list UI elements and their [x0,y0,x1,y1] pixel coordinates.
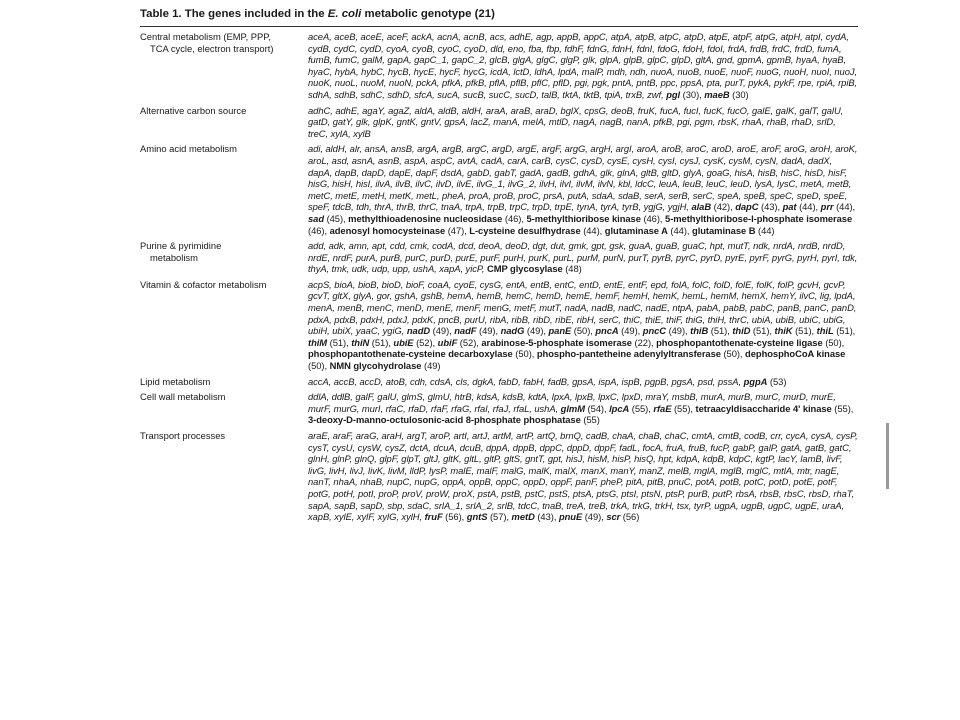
gene-list-text: accA, accB, accD, atoB, cdh, cdsA, cls, dgkA, fabD, fabH, fadB, gpsA, ispA, ispB, pgpB, pgsA, psd, pssA, [308,375,744,387]
gene-addition: sad [308,212,325,224]
gene-addition: ubiF [437,336,458,348]
reference-number: (49), [618,325,643,337]
reference-number: (30), [680,88,705,100]
table-row [140,279,858,372]
table-row [140,391,858,426]
reference-number: (44), [667,224,693,236]
reference-number: (55), [831,402,854,414]
title-prefix: Table 1. The genes included in the [140,8,328,20]
gene-list-text: araE, araF, araG, araH, argT, aroP, artI, artJ, artM, artP, artQ, brnQ, cadB, chaA, chaB, chaC, cmtA, cmtB, codB, crr, cycA, cysA, cysP, cysT, cysU, cysW, cysZ, dctA, dcuA, dcuB, dppA, dppB, dppC, dppD, dppF, fadL, focA, fruA, fruB, fucP, gabP, galP, gatA, gatB, gatC, glnH, glnP, glnQ, glpF, glpT, gltJ, gltK, gltL, gltP, gltS, gntT, gpt, hisJ, hisM, hisP, hisQ, hpt, kdpA, kdpB, kdpC, kgtP, lacY, lamB, livF, livG, livH, livJ, livK, livM, lldP, lysP, malE, malF, malG, malK, malX, manX, manY, manZ, melB, mglA, mglB, mglC, mtlA, mtr, nagE, nanT, nhaA, nhaB, nupC, nupG, oppA, oppB, oppC, oppD, oppF, panF, pheP, pitA, pitB, pnuC, potA, potB, potC, potD, potE, potF, potG, potH, potI, proP, proV, proW, proX, pstA, pstB, pstC, pstS, ptsA, ptsG, ptsI, ptsN, ptsP, purB, putP, rbsA, rbsB, rbsC, rbsD, rhaT, sapA, sapB, sapD, sbp, sdaC, srlA_1, srlA_2, srlB, tdcC, tnaB, treA, treB, trkA, trkG, trkH, tsx, tyrP, ugpA, ugpB, ugpC, ugpE, uraA, xapB, xylE, xylF, xylG, xylH, [308,430,858,523]
reference-number: (55), [629,402,654,414]
gene-list-text: adhC, adhE, agaY, agaZ, aldA, aldB, aldH, araA, araB, araD, bglX, cpsG, deoB, fruK, fucA, fucI, fucK, fucO, galE, galK, galT, galU, gatD, gatY, glk, glpK, gntK, gntV, gpsA, lacZ, manA, melA, mtlD, nagA, nagB, nanA, pfkB, pgi, pgm, rbsK, rhaA, rhaB, rhaD, srlD, treC, xylA, xylB [308,104,844,139]
category-label [140,143,308,236]
gene-addition: thiN [351,336,370,348]
gene-addition: nadD [406,325,431,337]
category-label [140,279,308,372]
gene-addition: dapC [735,201,759,213]
category-line-1: Vitamin & cofactor metabolism [140,278,267,290]
reference-number: (49) [421,360,441,372]
reference-number: (44), [580,224,605,236]
reference-number: (56), [442,511,467,523]
reference-number: (44) [755,224,775,236]
reference-number: (48) [562,263,582,275]
table-row [140,143,858,236]
gene-addition: CMP glycosylase [486,263,563,275]
reference-number: (50), [822,336,845,348]
gene-addition: thiB [690,325,709,337]
gene-addition: gntS [466,511,488,523]
title-suffix: metabolic genotype (21) [361,8,495,20]
table-row [140,376,858,388]
gene-addition: nadF [454,325,477,337]
gene-addition: maeB [704,88,730,100]
gene-addition: scr [606,511,621,523]
gene-addition: 3-deoxy-D-manno-octulosonic-acid 8-phosphate phosphatase [308,414,581,426]
category-line-1: Alternative carbon source [140,104,247,116]
reference-number: (50), [308,360,330,372]
gene-addition: pncC [642,325,667,337]
gene-addition: prr [820,201,834,213]
gene-list-text: aceA, aceB, aceE, aceF, ackA, acnA, acnB, acs, adhE, agp, appB, appC, atpA, atpB, atpC, atpD, atpE, atpF, atpG, atpH, atpI, cydA, cydB, cydC, cydD, cyoA, cyoB, cyoC, cyoD, dld, eno, fba, fbp, fdhF, fdnG, fdnH, fdnI, fdoG, fdoH, fdoI, frdA, frdB, frdC, frdD, fumA, fumB, fumC, galM, gapA, gapC_1, gapC_2, glcB, glgA, glgC, glgP, glk, glpA, glpB, glpC, glpD, gltA, gnd, gpmA, gpmB, hyaA, hyaB, hyaC, hybA, hybC, hycB, hycE, hycF, hycG, icdA, lctD, ldhA, lpdA, malP, mdh, ndh, nuoA, nuoB, nuoE, nuoF, nuoG, nuoH, nuoI, nuoJ, nuoK, nuoL, nuoM, nuoN, pckA, pfkA, pfkB, pflA, pflB, pflC, pflD, pgi, pgk, pntA, pntB, ppc, ppsA, pta, purT, pykA, pykF, rpe, rpiA, rpiB, sdhA, sdhB, sdhC, sdhD, sfcA, sucA, sucB, sucC, sucD, talB, tktA, tktB, tpiA, trxB, zwf, [308,31,858,100]
reference-number: (54), [584,402,610,414]
reference-number: (50), [720,348,746,360]
category-line-2: TCA cycle, electron transport) [150,42,274,54]
gene-addition: thiM [308,336,328,348]
gene-addition: pgl [666,88,681,100]
reference-number: (52), [457,336,482,348]
reference-number: (53) [767,375,787,387]
reference-number: (50), [571,325,596,337]
category-label [140,240,308,275]
table-row [140,430,858,523]
reference-number: (30) [729,88,749,100]
reference-number: (51), [708,325,733,337]
reference-number: (46), [308,224,330,236]
category-line-1: Lipid metabolism [140,375,211,387]
reference-number: (47), [445,224,470,236]
gene-addition: 5-methylthioribose kinase [526,212,641,224]
gene-list [308,240,858,275]
reference-number: (46), [502,212,527,224]
gene-list [308,391,858,426]
gene-addition: glutaminase B [692,224,756,236]
document-page [140,4,858,527]
category-label [140,31,308,101]
table-row [140,105,858,140]
category-line-1: Central metabolism (EMP, PPP, [140,31,271,42]
reference-number: (50), [512,348,537,360]
reference-number: (42), [711,201,736,213]
gene-addition: alaB [691,201,712,213]
gene-addition: lpcA [609,402,630,414]
table-row [140,31,858,101]
category-line-1: Purine & pyrimidine [140,240,222,252]
gene-addition: NMN glycohydrolase [329,360,422,372]
reference-number: (49), [666,325,691,337]
gene-list [308,430,858,523]
category-label [140,105,308,140]
gene-list [308,143,858,236]
gene-addition: dephosphoCoA kinase [745,348,846,360]
reference-number: (49), [524,325,549,337]
reference-number: (57), [487,511,512,523]
reference-number: (45), [324,212,349,224]
gene-addition: glmM [560,402,585,414]
gene-addition: pat [782,201,797,213]
gene-addition: nadG [500,325,525,337]
gene-addition: methylthioadenosine nucleosidase [348,212,503,224]
gene-addition: thiK [774,325,793,337]
gene-addition: rfaE [653,402,672,414]
category-line-1: Transport processes [140,430,226,441]
gene-list [308,279,858,372]
gene-addition: phospho-pantetheine adenylyltransferase [536,348,721,360]
scrollbar-thumb[interactable] [886,423,889,489]
gene-list [308,31,858,101]
table-title [140,4,858,24]
reference-number: (49), [582,511,607,523]
reference-number: (49), [430,325,455,337]
gene-addition: pnuE [558,511,583,523]
reference-number: (43), [758,201,783,213]
reference-number: (51), [327,336,352,348]
table-row [140,240,858,275]
reference-number: (44), [833,201,856,213]
gene-list [308,105,858,140]
category-label [140,376,308,388]
gene-addition: glutaminase A [604,224,668,236]
reference-number: (22), [631,336,657,348]
gene-addition: adenosyl homocysteinase [329,224,446,236]
gene-list-text: adi, aldH, alr, ansA, ansB, argA, argB, argC, argD, argE, argF, argG, argH, argI, aroA, aroB, aroC, aroD, aroE, aroF, aroG, aroH, aroK, aroL, asd, asnA, asnB, aspA, aspC, avtA, cadA, carA, carB, cysC, cysD, cysE, cysH, cysI, cysJ, cysK, cysM, cysN, dadA, dadX, dapA, dapB, dapD, dapE, dapF, dsdA, gabD, gabT, gadA, gadB, gdhA, glk, glnA, gltB, gltD, glyA, goaG, hisA, hisB, hisC, hisD, hisF, hisG, hisH, hisI, ilvA, ilvB, ilvC, ilvD, ilvE, ilvG_1, ilvG_2, ilvH, ilvI, ilvM, ilvN, kbl, ldcC, leuA, leuB, leuC, leuD, lysA, lysC, metA, metB, metC, metE, metH, metK, metL, pheA, proA, proB, proC, prsA, putA, sdaA, sdaB, serA, serB, serC, speA, speB, speC, speD, speE, speF, tdcB, tdh, thrA, thrB, thrC, tnaA, trpA, trpB, trpC, trpD, trpE, tynA, tyrA, tyrB, ygjG, ygjH, [308,143,858,213]
reference-number: (46), [640,212,666,224]
gene-addition: thiL [816,325,834,337]
gene-addition: ubiE [393,336,414,348]
reference-number: (55), [671,402,696,414]
gene-list-text: ddlA, ddlB, galF, galU, glmS, glmU, htrB, kdsA, kdsB, kdtA, lpxA, lpxB, lpxC, lpxD, mraY, msbB, murA, murB, murC, murD, murE, murF, murG, murI, rfaC, rfaD, rfaF, rfaG, rfaI, rfaJ, rfaL, ushA, [308,391,836,414]
gene-addition: tetraacyldisaccharide 4' kinase [695,402,832,414]
reference-number: (44), [796,201,821,213]
gene-addition: phosphopantothenate-cysteine ligase [656,336,823,348]
category-line-2: metabolism [150,251,198,263]
reference-number: (52), [413,336,438,348]
reference-number: (51), [792,325,817,337]
gene-addition: panE [548,325,572,337]
reference-number: (51), [369,336,394,348]
gene-addition: arabinose-5-phosphate isomerase [481,336,632,348]
gene-addition: 5-methylthioribose-l-phosphate isomerase [665,212,853,224]
table-top-rule [140,26,858,27]
gene-list-text: add, adk, amn, apt, cdd, cmk, codA, dcd, deoA, deoD, dgt, dut, gmk, gpt, gsk, guaA, guaB, guaC, hpt, mutT, ndk, nrdA, nrdB, nrdD, nrdE, nrdF, purA, purB, purC, purD, purE, purF, purH, purK, purL, purM, purN, purT, pyrB, pyrC, pyrD, pyrE, pyrF, pyrG, pyrH, pyrI, tdk, thyA, tmk, udk, udp, upp, ushA, xapA, yicP, [308,240,858,275]
gene-addition: pgpA [743,375,768,387]
reference-number: (51), [750,325,775,337]
gene-addition: pncA [595,325,619,337]
reference-number: (49), [476,325,501,337]
reference-number: (43), [534,511,559,523]
gene-addition: L-cysteine desulfhydrase [469,224,581,236]
title-organism: E. coli [327,8,362,20]
category-line-1: Amino acid metabolism [140,143,237,155]
gene-addition: metD [511,511,535,523]
category-label [140,430,308,523]
category-label [140,391,308,426]
reference-number: (56) [620,511,640,523]
gene-addition: thiD [732,325,751,337]
gene-list-text: acpS, bioA, bioB, bioD, bioF, coaA, cyoE, cysG, entA, entB, entC, entD, entE, entF, epd, folA, folC, folD, folE, folK, folP, gcvH, gcvP, gcvT, gltX, glyA, gor, gshA, gshB, hemA, hemB, hemC, hemD, hemE, hemF, hemH, hemK, hemL, hemM, hemX, hemY, ilvC, lig, lpdA, menA, menB, menC, menD, menE, menF, menG, metF, mutT, nadA, nadB, nadC, nadE, ntpA, pabA, pabB, pabC, panB, panC, panD, pdxA, pdxB, pdxH, pdxJ, pdxK, pncB, purU, ribA, ribB, ribD, ribE, ribH, serC, thiC, thiE, thiF, thiG, thiH, thrC, ubiA, ubiB, ubiC, ubiG, ubiH, ubiX, yaaC, ygiG, [308,278,857,337]
gene-table [140,31,858,523]
gene-list [308,376,858,388]
category-line-1: Cell wall metabolism [140,391,226,403]
reference-number: (55) [580,414,600,426]
reference-number: (51), [833,325,856,337]
gene-addition: fruF [424,511,443,523]
gene-addition: phosphopantothenate-cysteine decarboxylase [308,348,513,360]
